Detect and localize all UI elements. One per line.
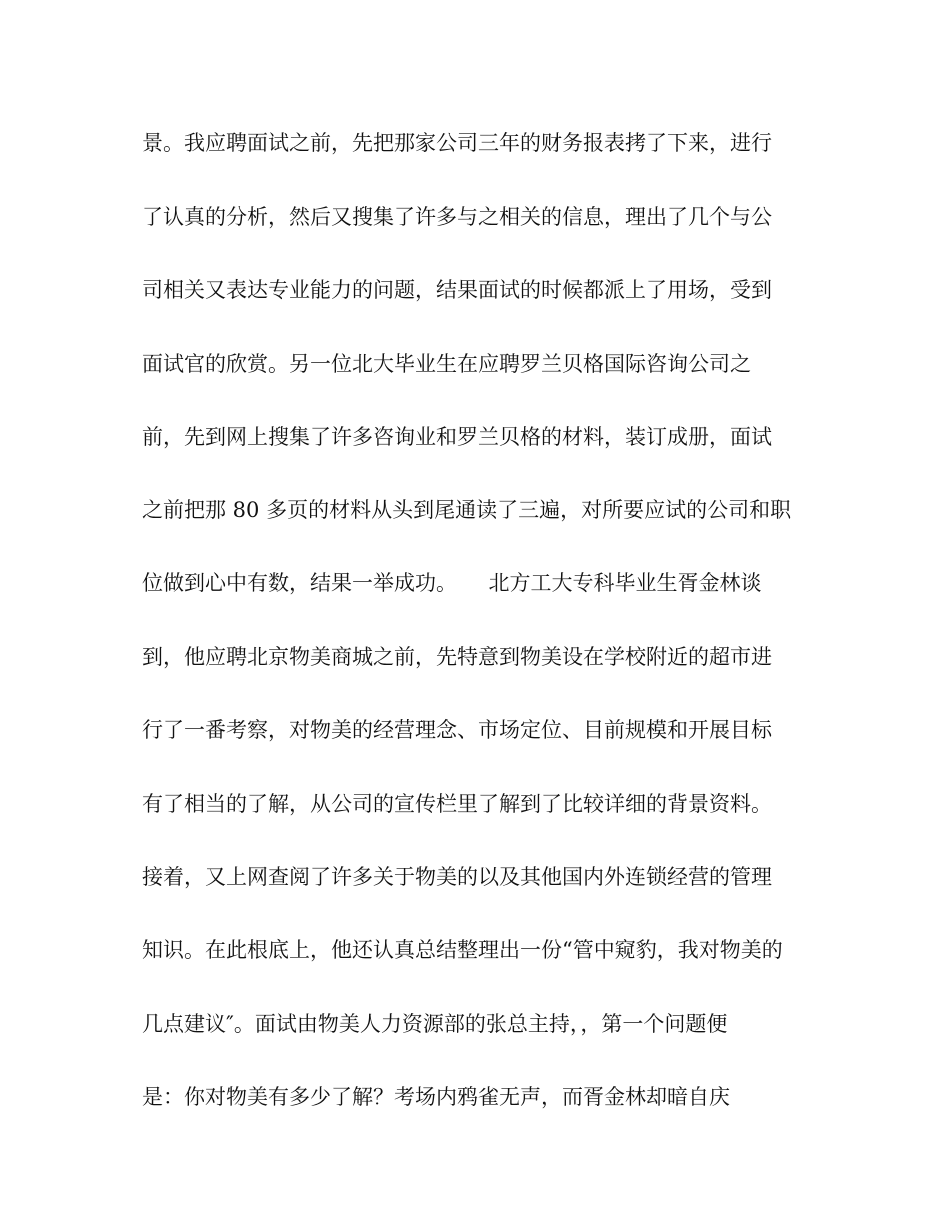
text-line: 到，他应聘北京物美商城之前，先特意到物美设在学校附近的超市进 (142, 645, 772, 669)
text-line: 位做到心中有数，结果一举成功。 北方工大专科毕业生胥金林谈 (142, 571, 762, 595)
text-line: 前，先到网上搜集了许多咨询业和罗兰贝格的材料，装订成册，面试 (142, 425, 772, 449)
text-line: 景。我应聘面试之前，先把那家公司三年的财务报表拷了下来，进行 (142, 131, 772, 155)
text-line: 接着，又上网查阅了许多关于物美的以及其他国内外连锁经营的管理 (142, 865, 772, 889)
text-line: 了认真的分析，然后又搜集了许多与之相关的信息，理出了几个与公 (142, 205, 772, 229)
text-line: 面试官的欣赏。另一位北大毕业生在应聘罗兰贝格国际咨询公司之 (142, 352, 751, 376)
text-line: 司相关又表达专业能力的问题，结果面试的时候都派上了用场，受到 (142, 278, 772, 302)
text-line: 几点建议″。面试由物美人力资源部的张总主持，，第一个问题便 (142, 1012, 728, 1036)
text-line: 知识。在此根底上，他还认真总结整理出一份“管中窥豹，我对物美的 (142, 938, 783, 962)
text-line: 行了一番考察，对物美的经营理念、市场定位、目前规模和开展目标 (142, 718, 772, 742)
text-line: 之前把那 80 多页的材料从头到尾通读了三遍，对所要应试的公司和职 (142, 498, 792, 522)
text-line: 是：你对物美有多少了解？考场内鸦雀无声，而胥金林却暗自庆 (142, 1085, 730, 1109)
text-line: 有了相当的了解，从公司的宣传栏里了解到了比较详细的背景资料。 (142, 792, 772, 816)
